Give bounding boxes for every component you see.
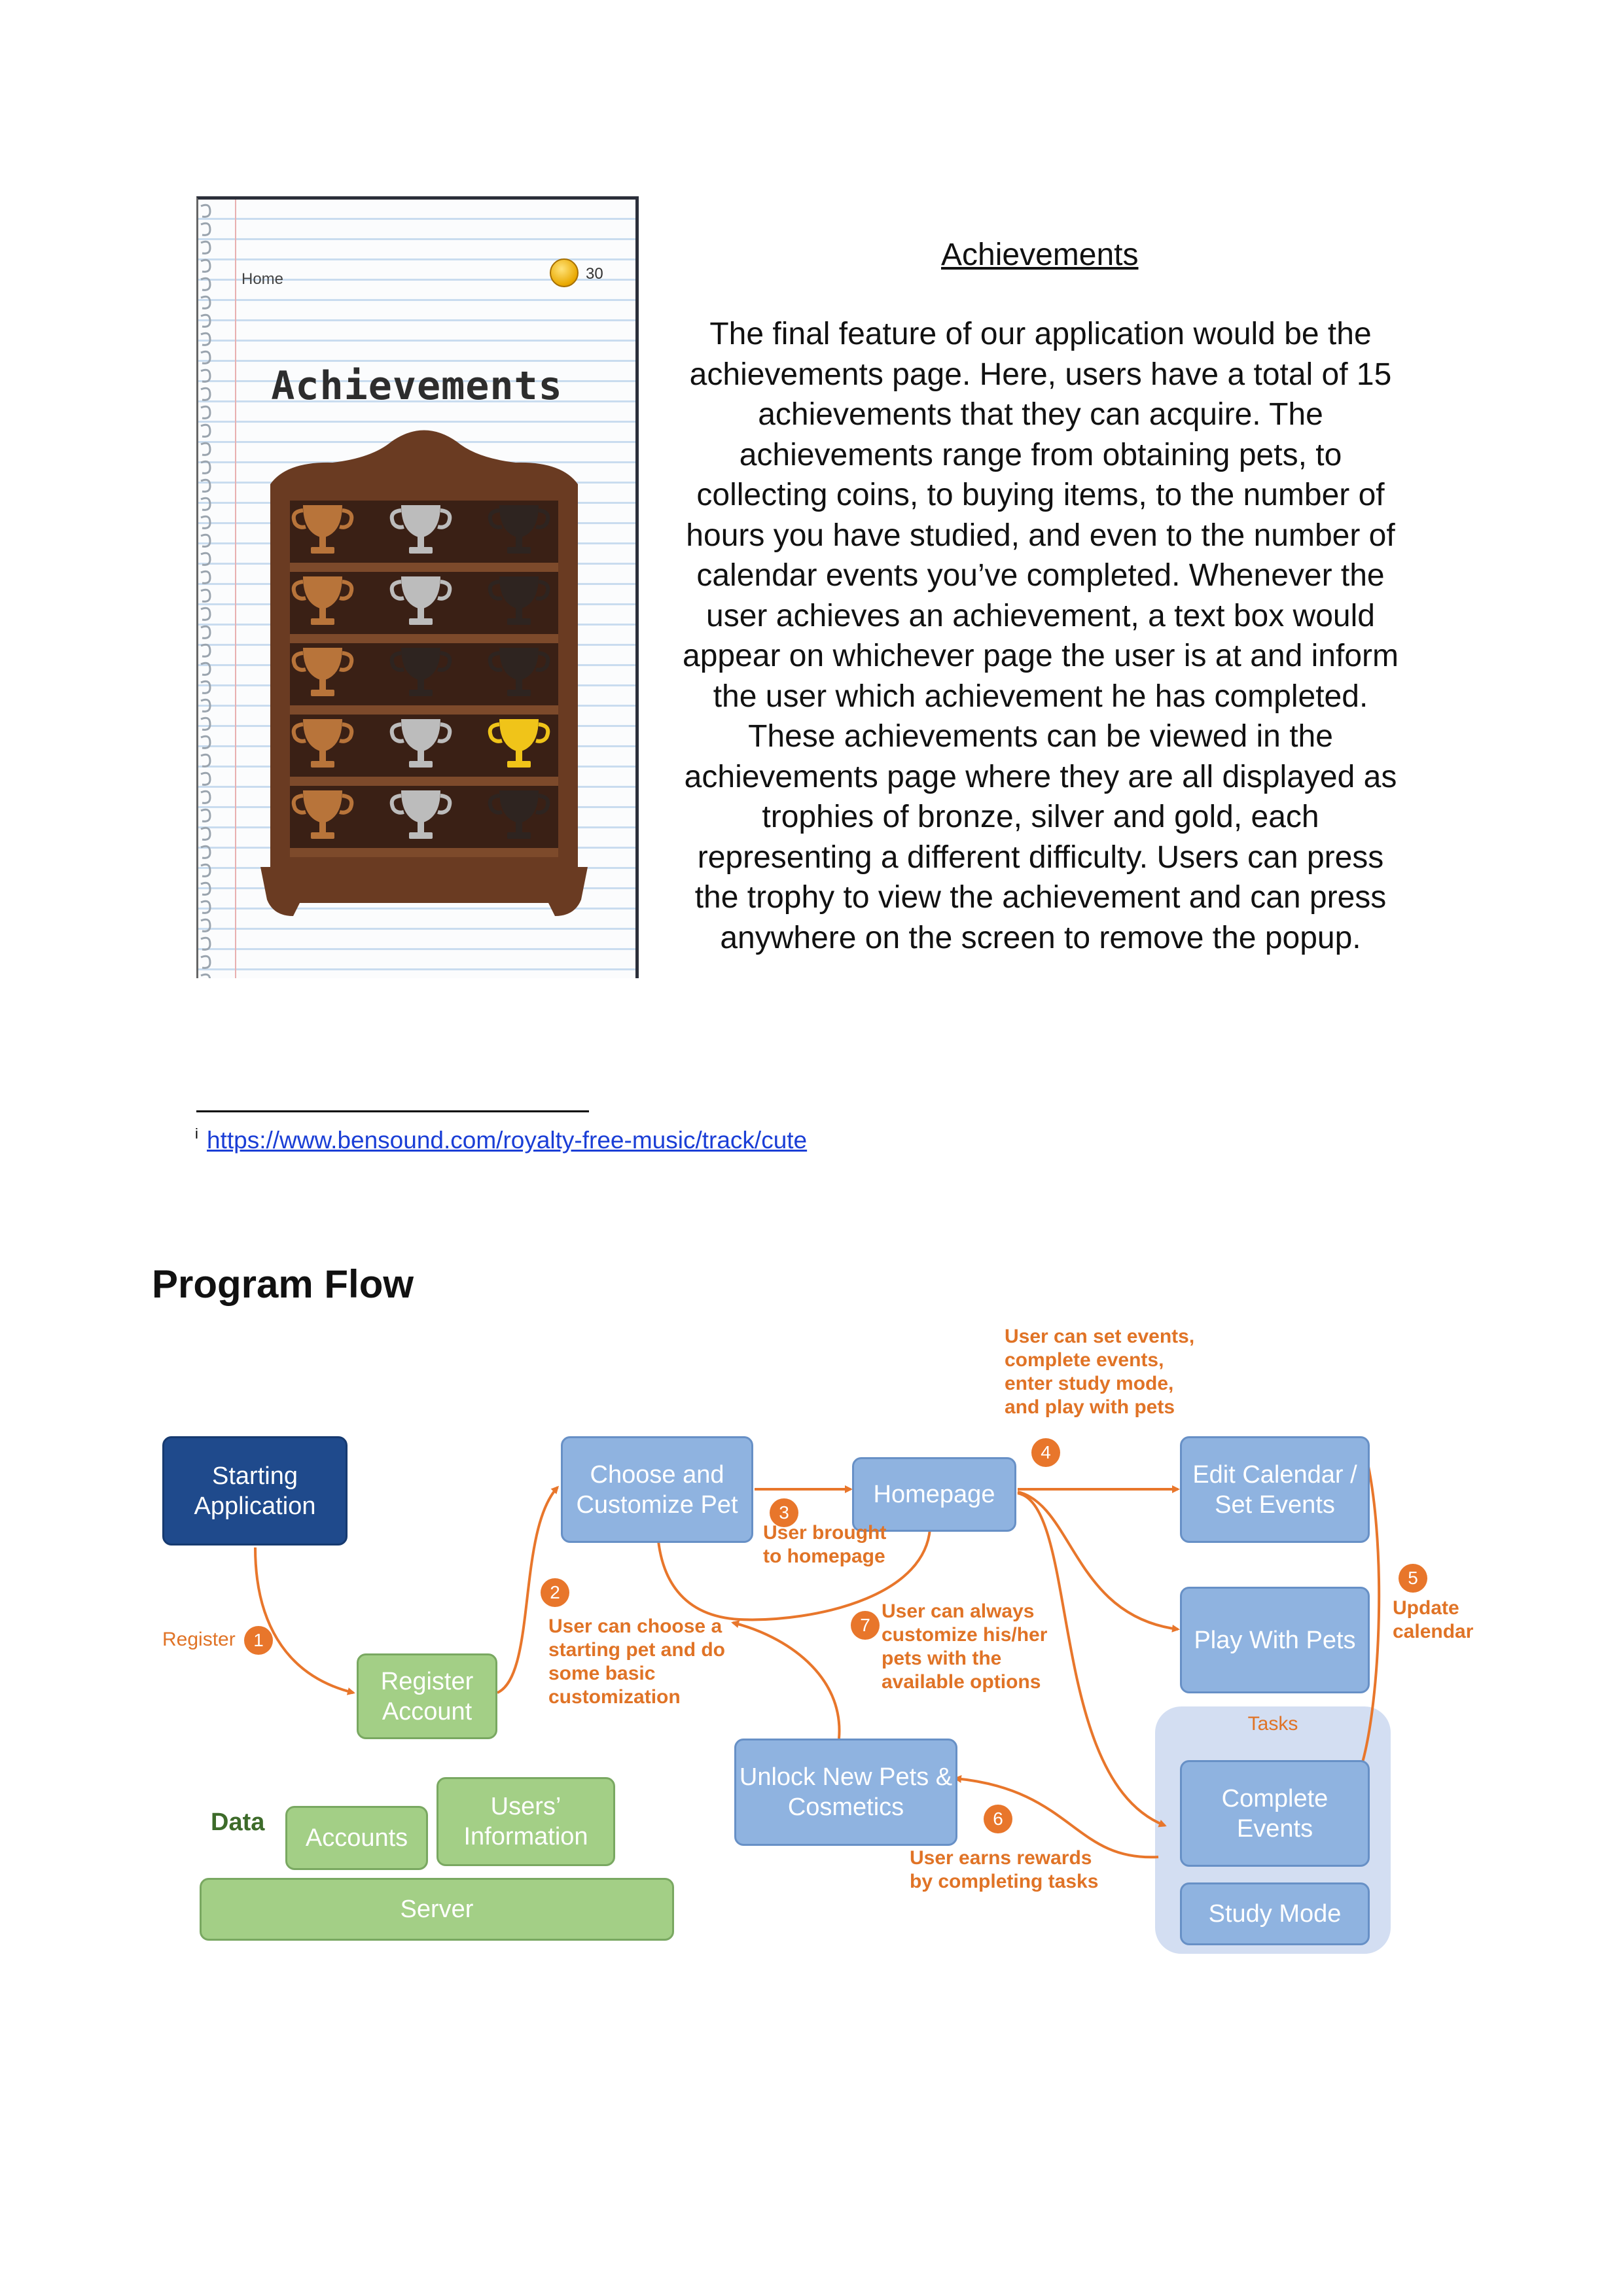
home-nav-link[interactable]: Home	[241, 270, 284, 288]
box-register-account: Register Account	[357, 1653, 497, 1739]
annotation-step-6: User earns rewards by completing tasks	[910, 1847, 1099, 1892]
box-unlock-pets-cosmetics: Unlock New Pets & Cosmetics	[734, 1739, 957, 1846]
binder-ring	[201, 608, 210, 620]
annotation-register: Register	[162, 1629, 236, 1650]
binder-ring	[201, 828, 210, 839]
achievements-paragraph	[654, 314, 1427, 958]
paragraph-line: achievements that they can acquire. The	[758, 397, 1323, 432]
paragraph-line: achievements page where they are all displayed as	[684, 759, 1397, 794]
cabinet-crest	[270, 431, 578, 495]
cabinet-base	[260, 867, 588, 916]
step-badge-1: 1	[244, 1626, 273, 1655]
step-badge-2: 2	[541, 1578, 569, 1607]
footnote-marker: i	[195, 1125, 198, 1142]
binder-ring	[201, 699, 210, 711]
paragraph-line: the trophy to view the achievement and can press	[694, 880, 1387, 915]
binder-ring	[201, 919, 210, 931]
binder-ring	[201, 443, 210, 455]
box-homepage: Homepage	[852, 1457, 1016, 1532]
paragraph-line: The final feature of our application would be the	[709, 317, 1372, 351]
binder-ring	[201, 754, 210, 766]
step-badge-3: 3	[770, 1498, 798, 1527]
binder-ring	[201, 278, 210, 290]
binder-ring	[201, 260, 210, 272]
achievements-heading: Achievements	[941, 238, 1139, 272]
box-accounts: Accounts	[285, 1806, 428, 1870]
tasks-label: Tasks	[1247, 1713, 1298, 1735]
footnote-link[interactable]: https://www.bensound.com/royalty-free-music/track/cute	[207, 1127, 808, 1154]
paragraph-line: calendar events you’ve completed. Whenever the	[696, 558, 1385, 593]
binder-ring	[201, 425, 210, 436]
paragraph-line: representing a different difficulty. Users can press	[697, 839, 1384, 875]
step-badge-7: 7	[851, 1611, 880, 1640]
binder-ring	[201, 223, 210, 235]
box-study-mode: Study Mode	[1180, 1882, 1370, 1945]
paragraph-line: the user which achievement he has completed.	[713, 679, 1368, 714]
trophy-cabinet	[260, 422, 588, 919]
cabinet-shelf	[290, 848, 558, 857]
cabinet-shelf	[290, 563, 558, 572]
step-badge-6: 6	[984, 1805, 1012, 1833]
paragraph-line: trophies of bronze, silver and gold, each	[762, 800, 1319, 834]
coin-icon	[550, 258, 579, 287]
cabinet-shelf	[290, 634, 558, 643]
step-badge-5: 5	[1399, 1564, 1427, 1593]
paragraph-line: hours you have studied, and even to the number of	[686, 518, 1395, 553]
binder-ring	[201, 864, 210, 876]
annotation-step-2: User can choose a starting pet and do some basic customization	[548, 1616, 725, 1708]
paragraph-line: achievements page. Here, users have a total of 15	[689, 357, 1392, 392]
annotation-step-7: User can always customize his/her pets with the available options	[882, 1600, 1048, 1693]
cabinet-shelf	[290, 777, 558, 786]
binder-ring	[201, 718, 210, 730]
paragraph-line: These achievements can be viewed in the	[748, 719, 1333, 754]
binder-ring	[201, 241, 210, 253]
arrow-start-to-register	[255, 1547, 353, 1693]
box-edit-calendar: Edit Calendar / Set Events	[1180, 1436, 1370, 1543]
binder-ring	[201, 333, 210, 345]
binder-ring	[201, 461, 210, 473]
notebook-rings	[198, 200, 224, 978]
box-starting-application: Starting Application	[162, 1436, 348, 1545]
binder-ring	[201, 974, 210, 978]
data-label: Data	[211, 1809, 265, 1836]
binder-ring	[201, 736, 210, 748]
binder-ring	[201, 956, 210, 968]
annotation-step-4: User can set events, complete events, enter study mode, and play with pets	[1005, 1326, 1195, 1418]
box-server: Server	[200, 1878, 674, 1941]
box-play-with-pets: Play With Pets	[1180, 1587, 1370, 1693]
cabinet-shelf	[290, 705, 558, 715]
binder-ring	[201, 571, 210, 583]
binder-ring	[201, 553, 210, 565]
annotation-step-5: Update calendar	[1393, 1597, 1474, 1642]
paragraph-line: appear on whichever page the user is at and inform	[683, 639, 1399, 673]
binder-ring	[201, 296, 210, 308]
box-users-information: Users’ Information	[437, 1777, 615, 1866]
binder-ring	[201, 315, 210, 327]
footnote-rule	[196, 1110, 589, 1112]
binder-ring	[201, 590, 210, 601]
arrow-unlock-to-choose	[733, 1623, 839, 1739]
paragraph-line: collecting coins, to buying items, to the number of	[696, 478, 1385, 512]
binder-ring	[201, 938, 210, 949]
binder-ring	[201, 351, 210, 363]
binder-ring	[201, 846, 210, 858]
binder-ring	[201, 535, 210, 546]
binder-ring	[201, 205, 210, 217]
paragraph-line: anywhere on the screen to remove the popup.	[720, 920, 1361, 955]
notebook-margin-line	[235, 200, 236, 978]
binder-ring	[201, 901, 210, 913]
binder-ring	[201, 791, 210, 803]
binder-ring	[201, 480, 210, 491]
coin-count: 30	[586, 265, 603, 283]
binder-ring	[201, 626, 210, 638]
step-badge-4: 4	[1031, 1438, 1060, 1467]
annotation-step-3: User brought to homepage	[763, 1522, 887, 1567]
binder-ring	[201, 516, 210, 528]
paragraph-line: achievements range from obtaining pets, to	[739, 437, 1342, 472]
binder-ring	[201, 681, 210, 693]
box-complete-events: Complete Events	[1180, 1760, 1370, 1867]
program-flow-title: Program Flow	[152, 1262, 414, 1306]
binder-ring	[201, 773, 210, 785]
binder-ring	[201, 663, 210, 675]
paragraph-line: user achieves an achievement, a text box would	[706, 598, 1375, 633]
achievements-screenshot	[196, 196, 639, 978]
binder-ring	[201, 498, 210, 510]
binder-ring	[201, 883, 210, 894]
binder-ring	[201, 809, 210, 821]
box-choose-customize-pet: Choose and Customize Pet	[561, 1436, 753, 1543]
screen-title: Achievements	[271, 363, 563, 409]
binder-ring	[201, 645, 210, 656]
